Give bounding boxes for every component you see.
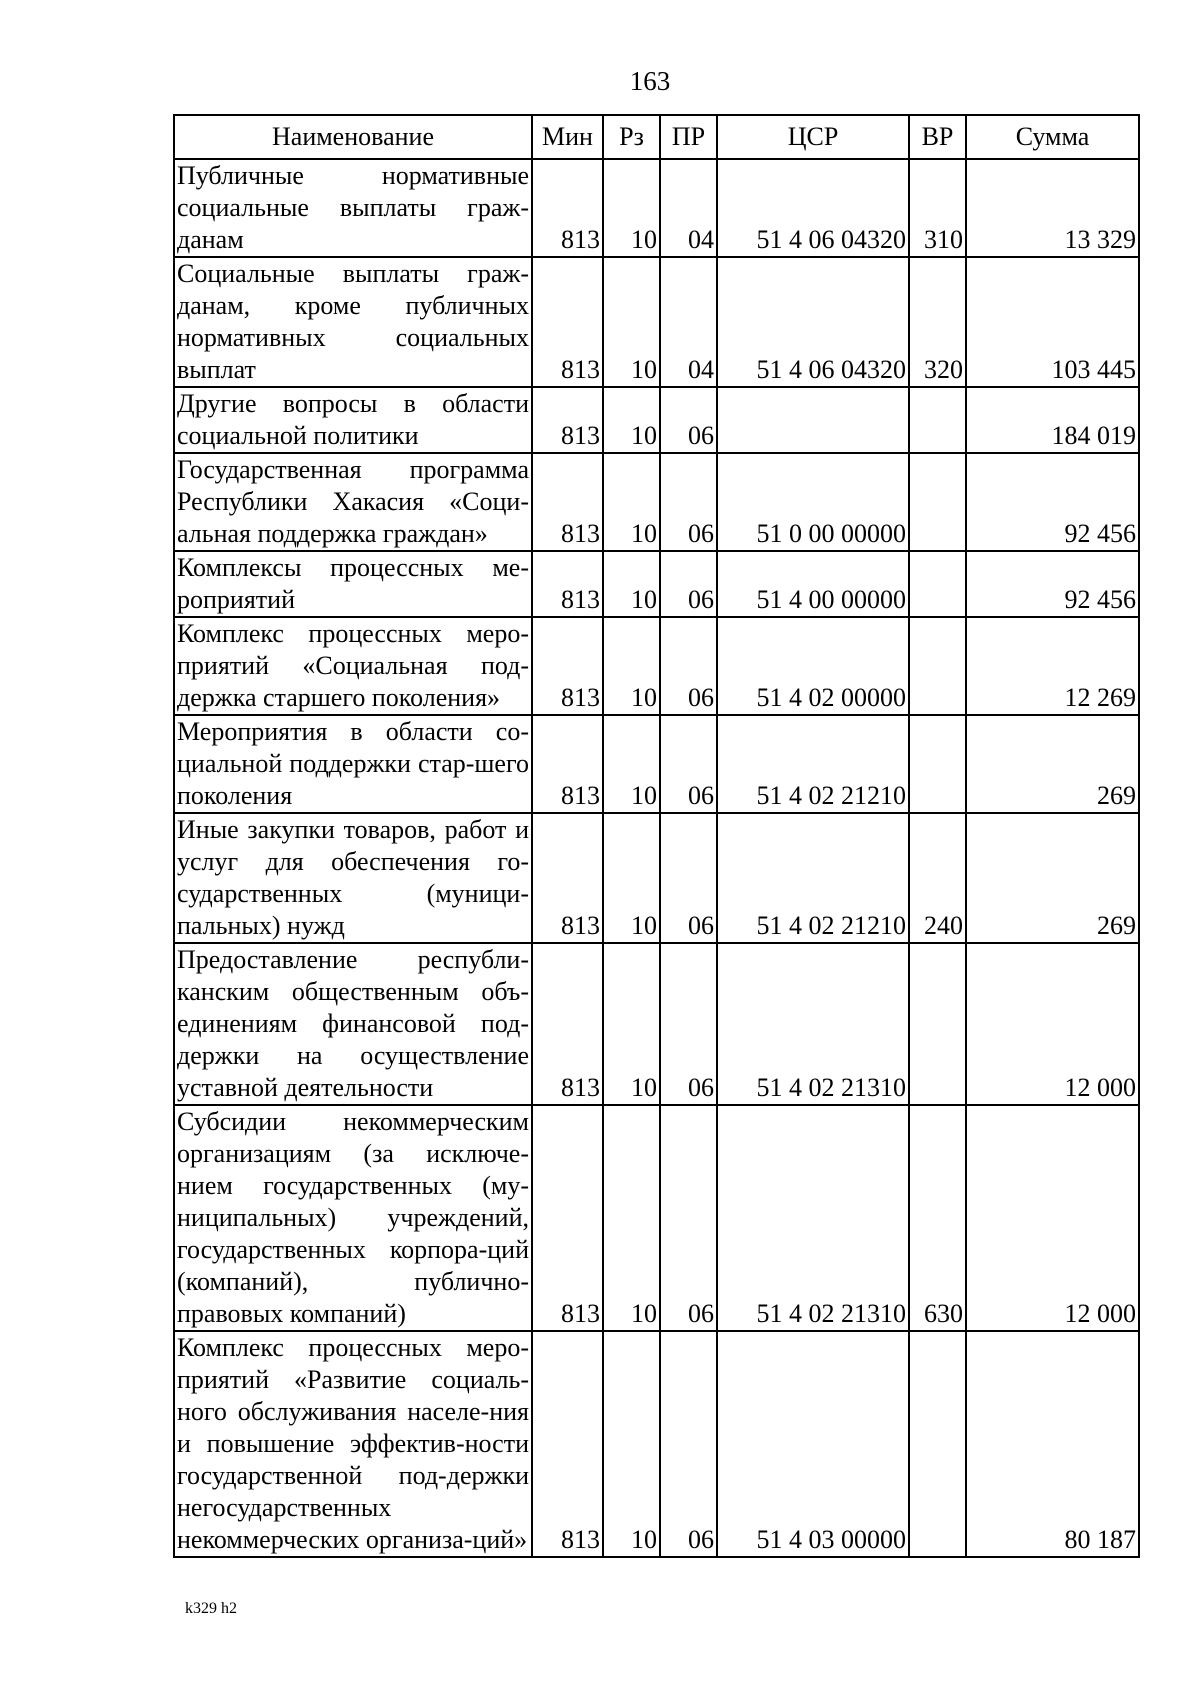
- row-min: 813: [532, 257, 603, 387]
- row-min: 813: [532, 617, 603, 715]
- row-pr: 06: [660, 1105, 717, 1331]
- row-pr: 04: [660, 257, 717, 387]
- row-rz: 10: [603, 943, 660, 1105]
- row-rz: 10: [603, 551, 660, 617]
- row-vr: 630: [909, 1105, 966, 1331]
- row-rz: 10: [603, 387, 660, 453]
- row-min: 813: [532, 813, 603, 943]
- row-min: 813: [532, 387, 603, 453]
- row-min: 813: [532, 1331, 603, 1557]
- row-sum: 92 456: [966, 453, 1139, 551]
- table-header-row: [174, 115, 1139, 159]
- row-name: Мероприятия в области со-циальной поддержки стар-шего поколения: [174, 715, 532, 813]
- table-row: [174, 943, 1139, 1105]
- row-name: Субсидии некоммерческим организациям (за исключе-нием государственных (му-ниципальных) учреждений, государственных корпора-ций (компаний), публично-правовых компаний): [174, 1105, 532, 1331]
- row-sum: 12 269: [966, 617, 1139, 715]
- budget-table: [173, 114, 1140, 1558]
- header-min: Мин: [532, 115, 603, 159]
- row-name: Комплекс процессных меро-приятий «Развитие социаль-ного обслуживания населе-ния и повышение эффектив-ности государственной под-держки негосударственных некоммерческих организа-ций»: [174, 1331, 532, 1557]
- row-pr: 06: [660, 617, 717, 715]
- row-rz: 10: [603, 715, 660, 813]
- row-sum: 12 000: [966, 943, 1139, 1105]
- row-rz: 10: [603, 257, 660, 387]
- row-csr: 51 4 02 21310: [717, 1105, 909, 1331]
- row-pr: 06: [660, 453, 717, 551]
- row-csr: 51 4 00 00000: [717, 551, 909, 617]
- row-pr: 06: [660, 813, 717, 943]
- table-row: [174, 813, 1139, 943]
- row-min: 813: [532, 453, 603, 551]
- row-min: 813: [532, 159, 603, 257]
- row-min: 813: [532, 943, 603, 1105]
- row-sum: 80 187: [966, 1331, 1139, 1557]
- row-vr: [909, 943, 966, 1105]
- header-vr: ВР: [909, 115, 966, 159]
- row-pr: 06: [660, 551, 717, 617]
- row-rz: 10: [603, 453, 660, 551]
- row-csr: [717, 387, 909, 453]
- table-row: [174, 1331, 1139, 1557]
- row-min: 813: [532, 715, 603, 813]
- row-pr: 04: [660, 159, 717, 257]
- table-row: [174, 1105, 1139, 1331]
- row-vr: 310: [909, 159, 966, 257]
- row-name: Социальные выплаты граж-данам, кроме публичных нормативных социальных выплат: [174, 257, 532, 387]
- header-csr: ЦСР: [717, 115, 909, 159]
- row-csr: 51 0 00 00000: [717, 453, 909, 551]
- row-pr: 06: [660, 1331, 717, 1557]
- table-row: [174, 453, 1139, 551]
- row-rz: 10: [603, 813, 660, 943]
- row-vr: [909, 715, 966, 813]
- footer-code: k329 h2: [185, 1600, 237, 1617]
- table-row: [174, 617, 1139, 715]
- row-name: Комплекс процессных меро-приятий «Социальная под-держка старшего поколения»: [174, 617, 532, 715]
- row-min: 813: [532, 551, 603, 617]
- row-csr: 51 4 03 00000: [717, 1331, 909, 1557]
- row-pr: 06: [660, 387, 717, 453]
- row-csr: 51 4 02 00000: [717, 617, 909, 715]
- row-sum: 92 456: [966, 551, 1139, 617]
- row-sum: 13 329: [966, 159, 1139, 257]
- row-pr: 06: [660, 943, 717, 1105]
- header-pr: ПР: [660, 115, 717, 159]
- row-rz: 10: [603, 617, 660, 715]
- row-vr: [909, 387, 966, 453]
- row-csr: 51 4 06 04320: [717, 159, 909, 257]
- table-row: [174, 257, 1139, 387]
- row-sum: 103 445: [966, 257, 1139, 387]
- table-row: [174, 387, 1139, 453]
- header-sum: Сумма: [966, 115, 1139, 159]
- row-csr: 51 4 06 04320: [717, 257, 909, 387]
- row-vr: 320: [909, 257, 966, 387]
- row-vr: [909, 1331, 966, 1557]
- table-row: [174, 715, 1139, 813]
- row-pr: 06: [660, 715, 717, 813]
- header-name: Наименование: [174, 115, 532, 159]
- row-vr: [909, 453, 966, 551]
- row-rz: 10: [603, 1331, 660, 1557]
- table-row: [174, 551, 1139, 617]
- row-sum: 269: [966, 715, 1139, 813]
- row-vr: [909, 617, 966, 715]
- row-csr: 51 4 02 21310: [717, 943, 909, 1105]
- row-name: Государственная программа Республики Хакасия «Соци-альная поддержка граждан»: [174, 453, 532, 551]
- row-csr: 51 4 02 21210: [717, 813, 909, 943]
- row-sum: 184 019: [966, 387, 1139, 453]
- row-sum: 269: [966, 813, 1139, 943]
- row-name: Предоставление республи-канским общественным объ-единениям финансовой под-держки на осуществление уставной деятельности: [174, 943, 532, 1105]
- row-rz: 10: [603, 159, 660, 257]
- row-name: Другие вопросы в области социальной политики: [174, 387, 532, 453]
- table-row: [174, 159, 1139, 257]
- row-csr: 51 4 02 21210: [717, 715, 909, 813]
- row-name: Публичные нормативные социальные выплаты граж-данам: [174, 159, 532, 257]
- page-number: 163: [629, 66, 671, 96]
- row-vr: 240: [909, 813, 966, 943]
- header-rz: Рз: [603, 115, 660, 159]
- row-name: Комплексы процессных ме-роприятий: [174, 551, 532, 617]
- row-name: Иные закупки товаров, работ и услуг для обеспечения го-сударственных (муници-пальных) нужд: [174, 813, 532, 943]
- row-rz: 10: [603, 1105, 660, 1331]
- row-vr: [909, 551, 966, 617]
- row-min: 813: [532, 1105, 603, 1331]
- row-sum: 12 000: [966, 1105, 1139, 1331]
